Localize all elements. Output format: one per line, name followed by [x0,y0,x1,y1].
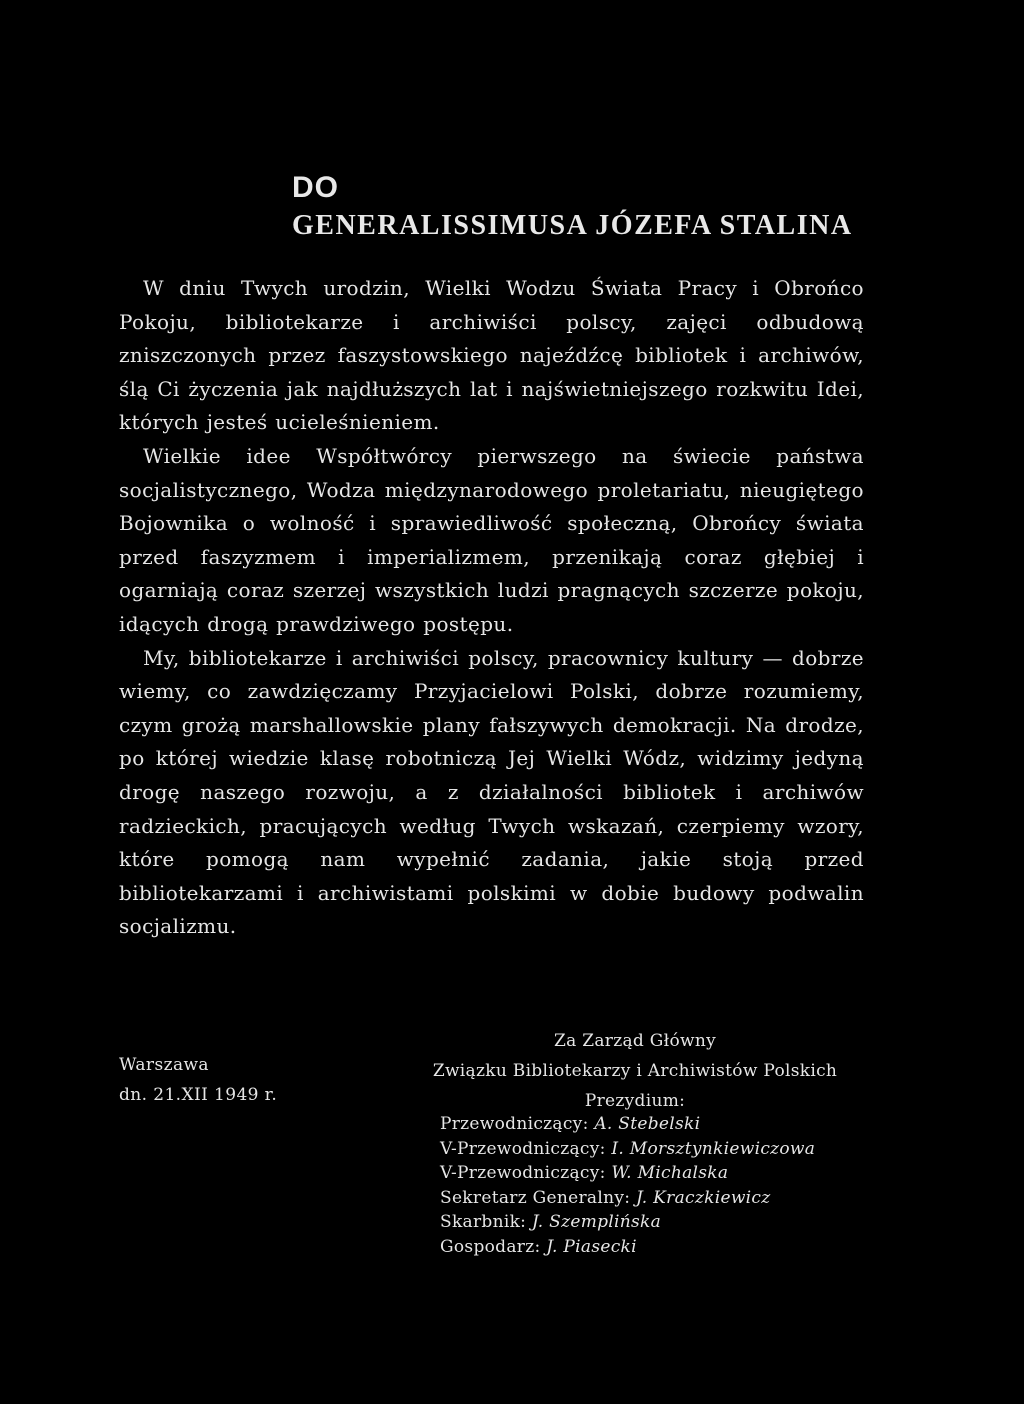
roster-name: J. Piasecki [546,1236,637,1257]
signatory-line-2: Związku Bibliotekarzy i Archiwistów Polskich [432,1061,838,1081]
heading-line-2: GENERALISSIMUSA JÓZEFA STALINA [292,210,853,241]
roster-role: Sekretarz Generalny: [440,1187,636,1208]
signatory-line-1: Za Zarząd Główny [553,1031,717,1051]
roster-role: V-Przewodniczący: [440,1138,612,1159]
roster-role: Przewodniczący: [440,1114,595,1134]
roster-row [440,1210,815,1235]
paragraph-3: My, bibliotekarze i archiwiści polscy, pracownicy kultury — dobrze wiemy, co zawdzięczamy Przyjacielowi Polski, dobrze rozumiemy, czym grożą marshallowskie plany fałszywych demokracji. Na drodze, po której wiedzie klasę robotniczą Jej Wielki Wódz, widzimy jedyną drogę naszego rozwoju, a z działalności bibliotek i archiwów radzieckich, pracujących według Twych wskazań, czerpiemy wzory, które pomogą nam wypełnić zadania, jakie stoją przed bibliotekarzami i archiwistami polskimi w dobie budowy podwalin socjalizmu. [119,645,864,939]
roster-name: W. Michalska [611,1163,729,1183]
roster-row [440,1186,815,1211]
roster-name: A. Stebelski [594,1114,701,1134]
roster-name: J. Kraczkiewicz [635,1187,771,1208]
paragraph-2: Wielkie idee Współtwórcy pierwszego na świecie państwa socjalistycznego, Wodza międzynarodowego proletariatu, nieugiętego Bojownika o wolność i sprawiedliwość społeczną, Obrońcy świata przed faszyzmem i imperializmem, przenikają coraz głębiej i ogarniają coraz szerzej wszystkich ludzi pragnących szczerze pokoju, idących drogą prawdziwego postępu. [119,443,864,636]
roster-name: J. Szemplińska [531,1212,662,1232]
roster-row [440,1137,815,1162]
place-and-date [119,1050,277,1110]
letter-body [119,272,864,944]
roster-row [440,1112,815,1137]
roster-role: V-Przewodniczący: [440,1163,612,1183]
heading-line-1: DO [292,171,339,204]
roster-row [440,1235,815,1260]
roster-name: I. Morsztynkiewiczowa [611,1138,816,1159]
roster-row [440,1161,815,1186]
place: Warszawa [119,1055,209,1075]
signatory-header [400,1026,870,1116]
date: dn. 21.XII 1949 r. [119,1085,278,1105]
signatory-line-3: Prezydium: [584,1091,686,1111]
paragraph-1: W dniu Twych urodzin, Wielki Wodzu Świata Pracy i Obrońco Pokoju, bibliotekarze i archiwiści polscy, zajęci odbudową zniszczonych przez faszystowskiego najeźdźcę bibliotek i archiwów, ślą Ci życzenia jak najdłuższych lat i najświetniejszego rozkwitu Idei, których jesteś ucieleśnieniem. [119,276,864,435]
roster-role: Skarbnik: [440,1212,532,1232]
presidium-roster [440,1112,815,1259]
roster-role: Gospodarz: [440,1236,547,1257]
